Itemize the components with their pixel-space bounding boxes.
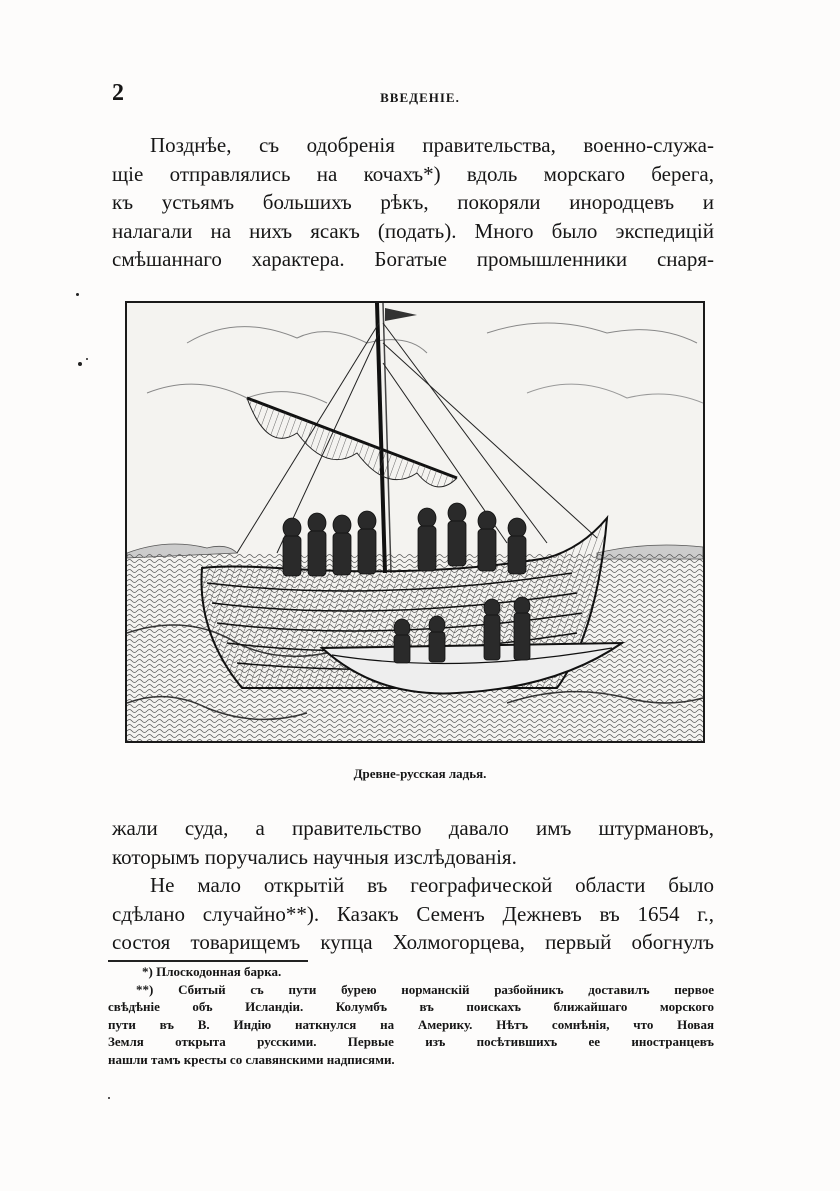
speck bbox=[108, 1097, 110, 1099]
text-line: сдѣлано случайно**). Казакъ Семенъ Дежневъ въ 1654 г., bbox=[112, 901, 714, 926]
text-line: налагали на нихъ ясакъ (подать). Много было экспедицій bbox=[112, 218, 714, 243]
figure-caption: Древне-русская ладья. bbox=[353, 766, 487, 781]
text-line: состоя товарищемъ купца Холмогорцева, первый обогнулъ bbox=[112, 930, 714, 954]
text-line: Позднѣе, съ одобренія правительства, военно-служа- bbox=[150, 133, 714, 157]
footnote-rule bbox=[108, 960, 308, 962]
ship-illustration bbox=[125, 301, 705, 743]
paragraph-1-continued bbox=[112, 814, 714, 871]
speck bbox=[76, 293, 79, 296]
text-line: жали суда, а правительство давало имъ штурмановъ, bbox=[112, 816, 714, 840]
footnote-line: Земля открыта русскими. Первые изъ посѣтившихъ ее иностранцевъ bbox=[108, 1034, 714, 1049]
footnote-line: свѣдѣніе объ Исландіи. Колумбъ въ поискахъ ближайшаго морского bbox=[108, 999, 714, 1014]
footnotes bbox=[108, 963, 714, 1068]
paragraph-2 bbox=[112, 871, 714, 957]
footnote-line: пути въ В. Индію наткнулся на Америку. Нѣтъ сомнѣнія, что Новая bbox=[108, 1016, 714, 1032]
running-title: ВВЕДЕНІЕ. bbox=[380, 90, 460, 105]
footnote-line: **) Сбитый съ пути бурею норманскій разбойникъ доставилъ первое bbox=[136, 981, 714, 997]
footnote-line: нашли тамъ кресты со славянскими надписями. bbox=[108, 1051, 395, 1067]
paragraph-1 bbox=[112, 131, 714, 274]
speck bbox=[78, 362, 82, 366]
text-line: щіе отправлялись на кочахъ*) вдоль морскаго берега, bbox=[112, 161, 714, 186]
text-line: къ устьямъ большихъ рѣкъ, покоряли инородцевъ и bbox=[112, 190, 714, 214]
text-line: Не мало открытій въ географической области было bbox=[150, 873, 714, 897]
page-number: 2 bbox=[112, 80, 124, 106]
footnote-line: *) Плоскодонная барка. bbox=[142, 964, 282, 979]
speck bbox=[86, 358, 88, 360]
text-line: смѣшаннаго характера. Богатые промышленники снаря- bbox=[112, 247, 714, 271]
text-line: которымъ поручались научныя изслѣдованія. bbox=[112, 844, 517, 869]
